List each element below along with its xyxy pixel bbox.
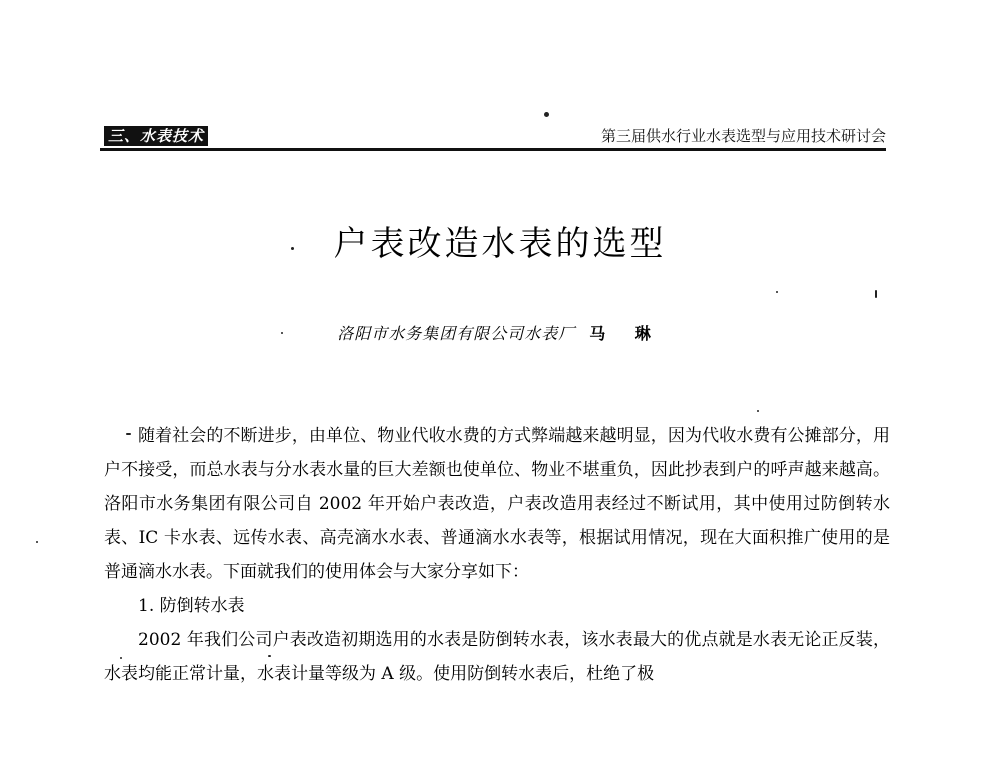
scan-speck xyxy=(776,291,778,293)
intro-paragraph: 随着社会的不断进步，由单位、物业代收水费的方式弊端越来越明显，因为代收水费有公摊部分，用户不接受，而总水表与分水表水量的巨大差额也使单位、物业不堪重负，因此抄表到户的呼声越来越高。洛阳市水务集团有限公司自 2002 年开始户表改造，户表改造用表经过不断试用，其中使用过防倒转水表、IC 卡水表、远传水表、高壳滴水水表、普通滴水水表等，根据试用情况，现在大面积推广使用的是普通滴水水表。下面就我们的使用体会与大家分享如下： xyxy=(104,426,890,582)
scan-speck xyxy=(291,247,294,250)
article-body xyxy=(104,419,890,691)
author-affiliation: 洛阳市水务集团有限公司水表厂 xyxy=(337,324,576,343)
scan-speck xyxy=(36,541,38,543)
section-heading: 1. 防倒转水表 xyxy=(138,596,245,616)
byline xyxy=(0,323,1000,345)
author-name: 马 琳 xyxy=(589,324,663,343)
scan-speck xyxy=(120,657,122,659)
running-title: 第三届供水行业水表选型与应用技术研讨会 xyxy=(600,127,886,145)
scan-speck xyxy=(875,290,877,298)
scan-speck xyxy=(544,112,549,117)
article-title: 户表改造水表的选型 xyxy=(333,224,667,264)
header-rule xyxy=(100,148,886,151)
section-paragraph: 2002 年我们公司户表改造初期选用的水表是防倒转水表，该水表最大的优点就是水表无论正反装，水表均能正常计量，水表计量等级为 A 级。使用防倒转水表后，杜绝了极 xyxy=(104,630,890,684)
scan-speck xyxy=(126,433,131,435)
section-tag: 三、水表技术 xyxy=(104,126,208,146)
scan-speck xyxy=(281,332,283,334)
scan-speck xyxy=(268,655,271,657)
scan-speck xyxy=(757,410,759,412)
